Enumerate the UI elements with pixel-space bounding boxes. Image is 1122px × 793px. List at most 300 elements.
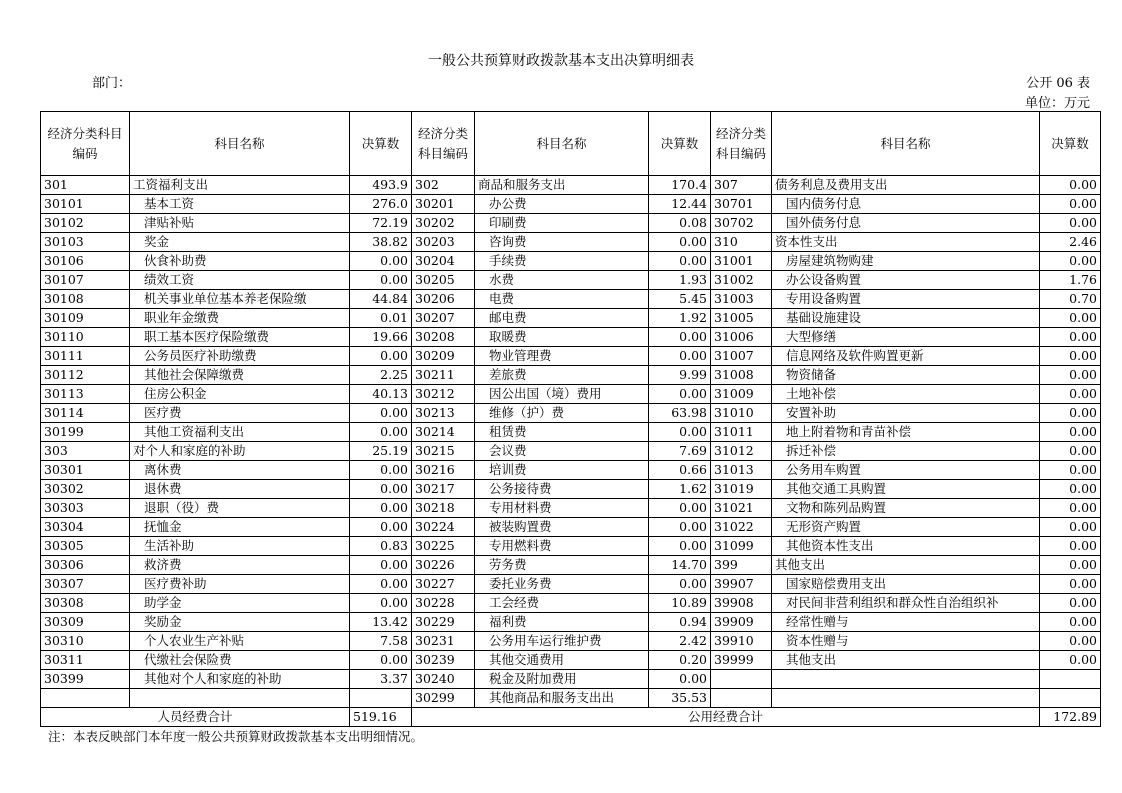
footnote: 注：本表反映部门本年度一般公共预算财政拨款基本支出明细情况。 [48,729,424,744]
cell-code: 30302 [41,480,130,499]
cell-name: 机关事业单位基本养老保险缴 [130,290,350,309]
cell-name: 绩效工资 [130,271,350,290]
cell-name: 委托业务费 [475,575,649,594]
cell-name: 医疗费补助 [130,575,350,594]
cell-amount: 0.00 [649,423,711,442]
cell-code: 30207 [412,309,475,328]
cell-code: 31011 [711,423,772,442]
cell-amount: 2.42 [649,632,711,651]
cell-amount: 0.00 [1040,651,1101,670]
cell-amount: 0.66 [649,461,711,480]
cell-code: 31005 [711,309,772,328]
cell-name: 大型修缮 [772,328,1040,347]
table-row [41,537,1101,556]
table-row [41,670,1101,689]
cell-code: 310 [711,233,772,252]
cell-name: 债务利息及费用支出 [772,176,1040,195]
cell-code: 39910 [711,632,772,651]
cell-code: 30239 [412,651,475,670]
cell-name: 办公设备购置 [772,271,1040,290]
table-row [41,385,1101,404]
cell-name: 电费 [475,290,649,309]
page-title: 一般公共预算财政拨款基本支出决算明细表 [428,53,694,69]
unit-label: 单位：万元 [1024,96,1090,111]
form-number: 公开 06 表 [1026,76,1090,91]
header-row [41,112,1101,176]
table-row [41,423,1101,442]
cell-name: 公务员医疗补助缴费 [130,347,350,366]
cell-name: 其他支出 [772,556,1040,575]
table-row [41,309,1101,328]
cell-code: 30231 [412,632,475,651]
cell-name: 其他工资福利支出 [130,423,350,442]
cell-amount: 38.82 [350,233,412,252]
cell-code [41,689,130,708]
cell-name: 国外债务付息 [772,214,1040,233]
header-amount: 决算数 [649,112,711,176]
cell-name: 水费 [475,271,649,290]
cell-amount: 0.00 [1040,499,1101,518]
cell-amount: 14.70 [649,556,711,575]
table-row [41,271,1101,290]
cell-amount: 0.00 [350,518,412,537]
cell-amount: 0.00 [350,347,412,366]
cell-amount: 0.00 [649,347,711,366]
cell-amount: 0.00 [1040,461,1101,480]
cell-amount: 3.37 [350,670,412,689]
header-amount: 决算数 [350,112,412,176]
cell-code: 30218 [412,499,475,518]
cell-code: 30303 [41,499,130,518]
cell-amount: 0.00 [1040,328,1101,347]
cell-amount: 0.83 [350,537,412,556]
cell-amount: 7.58 [350,632,412,651]
cell-name: 公务用车购置 [772,461,1040,480]
cell-code: 30114 [41,404,130,423]
cell-name: 其他对个人和家庭的补助 [130,670,350,689]
cell-amount: 2.46 [1040,233,1101,252]
cell-code: 30301 [41,461,130,480]
table-row [41,575,1101,594]
table-row [41,328,1101,347]
cell-name: 专用燃料费 [475,537,649,556]
cell-name: 商品和服务支出 [475,176,649,195]
header-code: 经济分类科目编码 [711,112,772,176]
cell-amount: 0.00 [350,404,412,423]
cell-amount: 25.19 [350,442,412,461]
cell-name: 咨询费 [475,233,649,252]
cell-amount: 0.00 [649,575,711,594]
cell-name: 职业年金缴费 [130,309,350,328]
cell-amount: 0.00 [350,651,412,670]
cell-name: 生活补助 [130,537,350,556]
cell-name: 助学金 [130,594,350,613]
cell-code: 30216 [412,461,475,480]
cell-amount: 0.00 [1040,480,1101,499]
header-name: 科目名称 [475,112,649,176]
header-name: 科目名称 [130,112,350,176]
cell-code: 30215 [412,442,475,461]
cell-name: 奖金 [130,233,350,252]
cell-name: 公务用车运行维护费 [475,632,649,651]
cell-name: 其他交通费用 [475,651,649,670]
cell-name: 伙食补助费 [130,252,350,271]
table-row [41,613,1101,632]
cell-name: 资本性赠与 [772,632,1040,651]
header-code: 经济分类科目编码 [412,112,475,176]
cell-name: 基本工资 [130,195,350,214]
public-total-value: 172.89 [1040,708,1101,727]
header-name: 科目名称 [772,112,1040,176]
cell-name: 住房公积金 [130,385,350,404]
cell-name: 其他社会保障缴费 [130,366,350,385]
personnel-total-label: 人员经费合计 [41,708,350,727]
cell-name: 国家赔偿费用支出 [772,575,1040,594]
cell-code: 30209 [412,347,475,366]
cell-code: 30306 [41,556,130,575]
cell-amount: 44.84 [350,290,412,309]
expenditure-table [40,111,1101,727]
cell-code: 31099 [711,537,772,556]
cell-name: 文物和陈列品购置 [772,499,1040,518]
cell-amount: 19.66 [350,328,412,347]
cell-name: 土地补偿 [772,385,1040,404]
cell-amount: 0.00 [1040,594,1101,613]
table-row [41,366,1101,385]
cell-amount: 0.00 [649,499,711,518]
cell-amount: 0.00 [649,252,711,271]
cell-code: 307 [711,176,772,195]
cell-code: 30299 [412,689,475,708]
cell-name: 奖励金 [130,613,350,632]
cell-code: 30205 [412,271,475,290]
cell-amount: 0.00 [649,518,711,537]
cell-amount: 0.00 [350,499,412,518]
table-row [41,176,1101,195]
cell-name: 退职（役）费 [130,499,350,518]
cell-code: 31019 [711,480,772,499]
cell-code: 31002 [711,271,772,290]
cell-amount: 170.4 [649,176,711,195]
cell-amount: 0.00 [1040,366,1101,385]
cell-code: 30227 [412,575,475,594]
cell-amount [1040,670,1101,689]
cell-code: 30702 [711,214,772,233]
cell-code: 30225 [412,537,475,556]
cell-code: 31008 [711,366,772,385]
cell-code: 30224 [412,518,475,537]
cell-code: 30206 [412,290,475,309]
cell-code: 31010 [711,404,772,423]
cell-name: 劳务费 [475,556,649,575]
cell-name: 抚恤金 [130,518,350,537]
cell-amount: 0.00 [350,271,412,290]
cell-code: 30109 [41,309,130,328]
table-row [41,518,1101,537]
personnel-total-value: 519.16 [350,708,412,727]
cell-code: 302 [412,176,475,195]
cell-code: 30110 [41,328,130,347]
cell-amount: 0.00 [1040,556,1101,575]
cell-code: 30107 [41,271,130,290]
table-row [41,689,1101,708]
cell-name: 国内债务付息 [772,195,1040,214]
table-row [41,252,1101,271]
cell-code: 39908 [711,594,772,613]
cell-code: 30310 [41,632,130,651]
cell-amount: 0.00 [1040,423,1101,442]
cell-amount: 0.01 [350,309,412,328]
cell-name: 对民间非营利组织和群众性自治组织补 [772,594,1040,613]
cell-code: 30399 [41,670,130,689]
cell-amount: 0.00 [350,252,412,271]
cell-code: 301 [41,176,130,195]
cell-code: 30226 [412,556,475,575]
cell-name: 医疗费 [130,404,350,423]
cell-code: 39909 [711,613,772,632]
cell-code: 30103 [41,233,130,252]
table-row [41,404,1101,423]
cell-amount: 0.20 [649,651,711,670]
table-row [41,347,1101,366]
cell-name: 福利费 [475,613,649,632]
cell-amount: 0.00 [1040,404,1101,423]
cell-name: 经常性赠与 [772,613,1040,632]
cell-name: 信息网络及软件购置更新 [772,347,1040,366]
cell-amount: 276.0 [350,195,412,214]
cell-code: 30111 [41,347,130,366]
table-row [41,290,1101,309]
cell-name: 安置补助 [772,404,1040,423]
cell-name: 差旅费 [475,366,649,385]
cell-code: 30229 [412,613,475,632]
cell-amount: 0.00 [1040,442,1101,461]
cell-amount: 0.00 [350,480,412,499]
cell-name: 维修（护）费 [475,404,649,423]
table-row [41,594,1101,613]
cell-amount: 63.98 [649,404,711,423]
cell-name: 无形资产购置 [772,518,1040,537]
cell-amount: 0.00 [350,556,412,575]
cell-name: 公务接待费 [475,480,649,499]
cell-amount: 0.00 [1040,613,1101,632]
cell-code: 31012 [711,442,772,461]
cell-code: 30113 [41,385,130,404]
cell-code: 39907 [711,575,772,594]
cell-name: 退休费 [130,480,350,499]
cell-amount: 0.08 [649,214,711,233]
cell-amount: 0.00 [1040,214,1101,233]
cell-code: 30102 [41,214,130,233]
cell-code: 30212 [412,385,475,404]
cell-code: 31007 [711,347,772,366]
cell-amount: 9.99 [649,366,711,385]
cell-name: 被装购置费 [475,518,649,537]
cell-code: 31009 [711,385,772,404]
cell-amount: 0.00 [649,670,711,689]
table-row [41,632,1101,651]
cell-amount: 0.70 [1040,290,1101,309]
cell-name: 邮电费 [475,309,649,328]
cell-amount: 0.00 [649,385,711,404]
cell-name: 地上附着物和青苗补偿 [772,423,1040,442]
cell-name: 取暖费 [475,328,649,347]
cell-code: 303 [41,442,130,461]
cell-name: 工资福利支出 [130,176,350,195]
table-row [41,442,1101,461]
cell-code: 30199 [41,423,130,442]
cell-name: 专用设备购置 [772,290,1040,309]
cell-name: 津贴补贴 [130,214,350,233]
cell-name: 会议费 [475,442,649,461]
cell-code: 30311 [41,651,130,670]
totals-row [41,708,1101,727]
cell-amount: 0.00 [350,423,412,442]
cell-code: 30240 [412,670,475,689]
cell-code: 30202 [412,214,475,233]
cell-amount: 13.42 [350,613,412,632]
cell-name: 个人农业生产补贴 [130,632,350,651]
cell-name: 离休费 [130,461,350,480]
cell-name: 租赁费 [475,423,649,442]
cell-name: 税金及附加费用 [475,670,649,689]
table-row [41,233,1101,252]
cell-amount: 0.00 [1040,347,1101,366]
cell-amount: 0.00 [350,461,412,480]
cell-name: 专用材料费 [475,499,649,518]
cell-code: 30217 [412,480,475,499]
cell-code: 31013 [711,461,772,480]
cell-amount: 0.00 [1040,309,1101,328]
cell-amount: 0.00 [350,594,412,613]
header-amount: 决算数 [1040,112,1101,176]
cell-code: 30305 [41,537,130,556]
cell-code: 30211 [412,366,475,385]
cell-code: 399 [711,556,772,575]
cell-name: 房屋建筑物购建 [772,252,1040,271]
cell-name: 其他商品和服务支出出 [475,689,649,708]
cell-name: 因公出国（境）费用 [475,385,649,404]
cell-name: 物业管理费 [475,347,649,366]
cell-name: 职工基本医疗保险缴费 [130,328,350,347]
cell-code: 30204 [412,252,475,271]
cell-name [130,689,350,708]
cell-amount [1040,689,1101,708]
cell-name: 物资储备 [772,366,1040,385]
header-code: 经济分类科目编码 [41,112,130,176]
cell-name: 工会经费 [475,594,649,613]
cell-name: 手续费 [475,252,649,271]
cell-amount: 2.25 [350,366,412,385]
cell-amount: 40.13 [350,385,412,404]
cell-amount: 493.9 [350,176,412,195]
cell-code: 31022 [711,518,772,537]
department-label: 部门： [92,76,132,91]
cell-amount: 1.92 [649,309,711,328]
cell-amount: 0.00 [1040,252,1101,271]
cell-amount: 0.00 [1040,575,1101,594]
cell-code: 31001 [711,252,772,271]
cell-code: 30108 [41,290,130,309]
cell-name: 其他资本性支出 [772,537,1040,556]
cell-code: 30201 [412,195,475,214]
cell-code: 30203 [412,233,475,252]
cell-amount: 10.89 [649,594,711,613]
cell-name: 对个人和家庭的补助 [130,442,350,461]
cell-code: 31021 [711,499,772,518]
public-total-label: 公用经费合计 [412,708,1040,727]
cell-name: 其他支出 [772,651,1040,670]
cell-name: 培训费 [475,461,649,480]
cell-name: 其他交通工具购置 [772,480,1040,499]
cell-code: 30214 [412,423,475,442]
cell-name: 救济费 [130,556,350,575]
cell-amount: 7.69 [649,442,711,461]
cell-name [772,670,1040,689]
cell-code: 30208 [412,328,475,347]
cell-amount: 72.19 [350,214,412,233]
cell-code: 30309 [41,613,130,632]
cell-amount: 12.44 [649,195,711,214]
cell-code: 31006 [711,328,772,347]
cell-amount: 1.93 [649,271,711,290]
cell-amount: 0.00 [1040,195,1101,214]
cell-amount: 35.53 [649,689,711,708]
table-row [41,499,1101,518]
cell-code: 39999 [711,651,772,670]
cell-name: 办公费 [475,195,649,214]
cell-code [711,689,772,708]
cell-amount: 0.94 [649,613,711,632]
cell-name: 拆迁补偿 [772,442,1040,461]
table-row [41,480,1101,499]
cell-amount: 5.45 [649,290,711,309]
table-row [41,195,1101,214]
cell-amount: 0.00 [1040,632,1101,651]
cell-code [711,670,772,689]
cell-amount [350,689,412,708]
table-row [41,556,1101,575]
cell-code: 30304 [41,518,130,537]
table-row [41,461,1101,480]
cell-amount: 0.00 [350,575,412,594]
cell-code: 30112 [41,366,130,385]
cell-amount: 1.76 [1040,271,1101,290]
cell-name: 代缴社会保险费 [130,651,350,670]
cell-name [772,689,1040,708]
table-row [41,651,1101,670]
cell-amount: 0.00 [1040,518,1101,537]
table-row [41,214,1101,233]
cell-code: 30213 [412,404,475,423]
cell-code: 30307 [41,575,130,594]
cell-code: 30308 [41,594,130,613]
cell-name: 印刷费 [475,214,649,233]
cell-amount: 0.00 [1040,176,1101,195]
cell-amount: 0.00 [649,537,711,556]
cell-code: 30101 [41,195,130,214]
cell-name: 基础设施建设 [772,309,1040,328]
cell-amount: 0.00 [649,328,711,347]
cell-amount: 0.00 [649,233,711,252]
cell-name: 资本性支出 [772,233,1040,252]
cell-code: 30701 [711,195,772,214]
cell-code: 30106 [41,252,130,271]
cell-code: 30228 [412,594,475,613]
cell-amount: 0.00 [1040,537,1101,556]
cell-amount: 1.62 [649,480,711,499]
cell-code: 31003 [711,290,772,309]
